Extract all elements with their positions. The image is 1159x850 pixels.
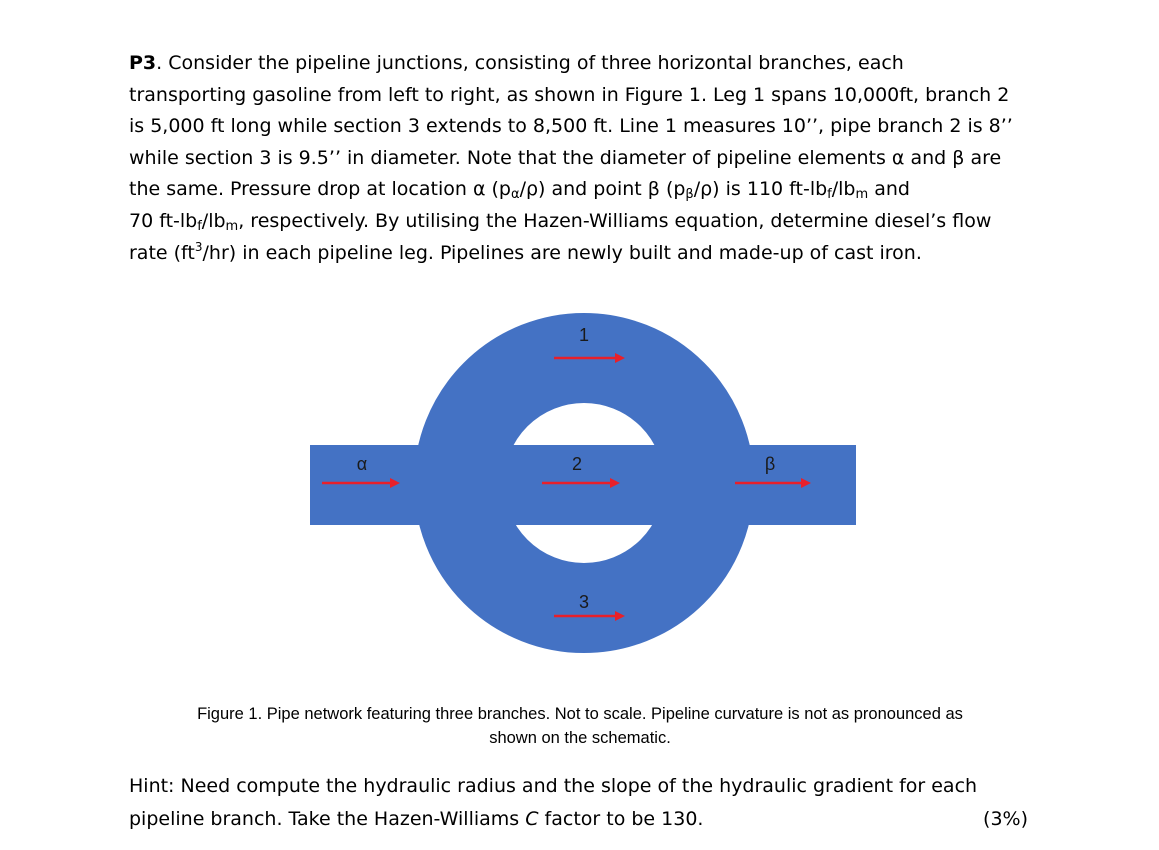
problem-line-5: the same. Pressure drop at location α $(p_\alpha/\rho)$ and point β $(p_\beta/\rho)$ is 110 $ft-lb_f/lb_m$ and [129,178,910,203]
problem-line-6: 70 $ft-lb_f/lb_m$, respectively. By utilising the Hazen-Williams equation, determine diesel’s flow [129,209,992,234]
problem-line-7: rate $(ft^3/hr)$ in each pipeline leg. Pipelines are newly built and made-up of cast iron. [129,239,922,264]
hint-line-1: Hint: Need compute the hydraulic radius and the slope of the hydraulic gradient for each [129,775,978,797]
marks-weight: (3%) [983,808,1028,830]
hint-line-2: pipeline branch. Take the Hazen-Williams C factor to be 130. [129,808,704,830]
problem-line-2: transporting gasoline from left to right, as shown in Figure 1. Leg 1 spans 10,000ft, branch 2 [129,83,1010,106]
problem-number: P3 [129,52,157,74]
label-branch-1: 1 [578,325,590,345]
label-beta: β [764,454,776,474]
problem-line-1: P3. Consider the pipeline junctions, consisting of three horizontal branches, each [129,52,904,74]
label-branch-3: 3 [578,592,590,612]
caption-line-1: Figure 1. Pipe network featuring three branches. Not to scale. Pipeline curvature is not as pronounced as [197,705,963,723]
problem-line-4: while section 3 is 9.5’’ in diameter. Note that the diameter of pipeline elements α and β are [129,146,1002,169]
label-branch-2: 2 [571,454,583,474]
figure-caption [120,702,1040,750]
problem-line-3: is 5,000 ft long while section 3 extends to 8,500 ft. Line 1 measures 10’’, pipe branch 2 is 8’’ [129,115,1013,138]
label-alpha: α [356,454,368,474]
caption-line-2: shown on the schematic. [489,729,671,747]
hint-text [129,770,1039,836]
